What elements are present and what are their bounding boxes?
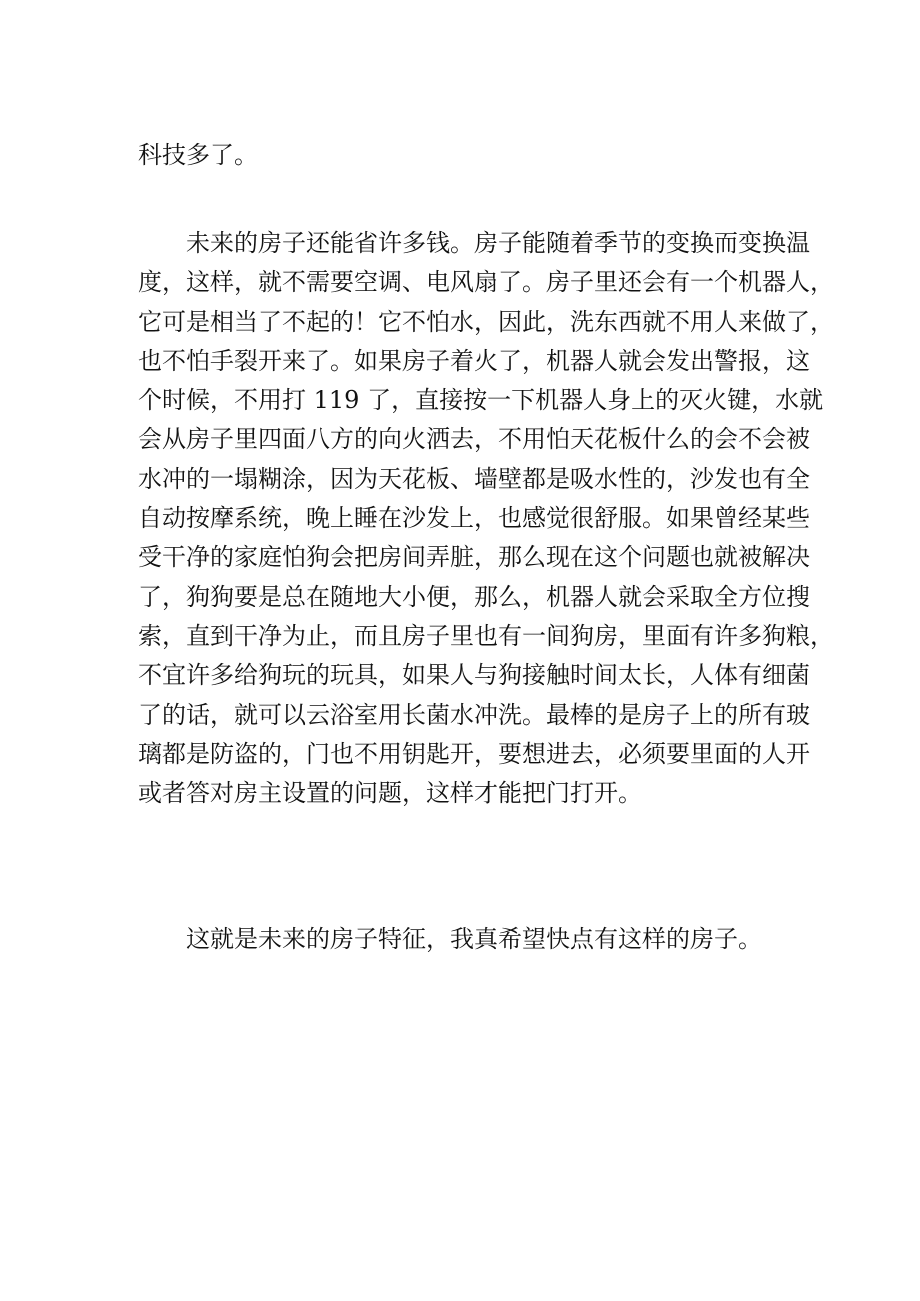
text-line: 它可是相当了不起的！它不怕水，因此，洗东西就不用人来做了， xyxy=(138,307,834,336)
text-line: 这就是未来的房子特征，我真希望快点有这样的房子。 xyxy=(138,925,762,953)
text-line: 科技多了。 xyxy=(138,141,258,169)
text-line: 未来的房子还能省许多钱。房子能随着季节的变换而变换温 xyxy=(138,229,810,257)
text-line: 索，直到干净为止，而且房子里也有一间狗房，里面有许多狗粮， xyxy=(138,621,834,650)
main-paragraph xyxy=(138,224,834,813)
text-line: 或者答对房主设置的问题，这样才能把门打开。 xyxy=(138,779,642,808)
text-line: 璃都是防盗的，门也不用钥匙开，要想进去，必须要里面的人开 xyxy=(138,739,810,768)
text-line: 自动按摩系统，晚上睡在沙发上，也感觉很舒服。如果曾经某些 xyxy=(138,504,810,533)
text-line: 也不怕手裂开来了。如果房子着火了，机器人就会发出警报，这 xyxy=(138,346,810,375)
continued-line xyxy=(138,136,786,175)
text-line: 水冲的一塌糊涂，因为天花板、墙壁都是吸水性的，沙发也有全 xyxy=(138,464,810,493)
text-line: 受干净的家庭怕狗会把房间弄脏，那么现在这个问题也就被解决 xyxy=(138,543,810,572)
text-line: 了的话，就可以云浴室用长菌水冲洗。最棒的是房子上的所有玻 xyxy=(138,700,810,729)
closing-paragraph xyxy=(138,920,786,959)
text-line: 会从房子里四面八方的向火洒去，不用怕天花板什么的会不会被 xyxy=(138,425,810,454)
text-line: 了，狗狗要是总在随地大小便，那么，机器人就会采取全方位搜 xyxy=(138,582,810,611)
text-line: 个时候，不用打 119 了，直接按一下机器人身上的灭火键，水就 xyxy=(138,386,824,415)
text-line: 度，这样，就不需要空调、电风扇了。房子里还会有一个机器人， xyxy=(138,268,834,297)
text-line: 不宜许多给狗玩的玩具，如果人与狗接触时间太长，人体有细菌 xyxy=(138,661,810,690)
